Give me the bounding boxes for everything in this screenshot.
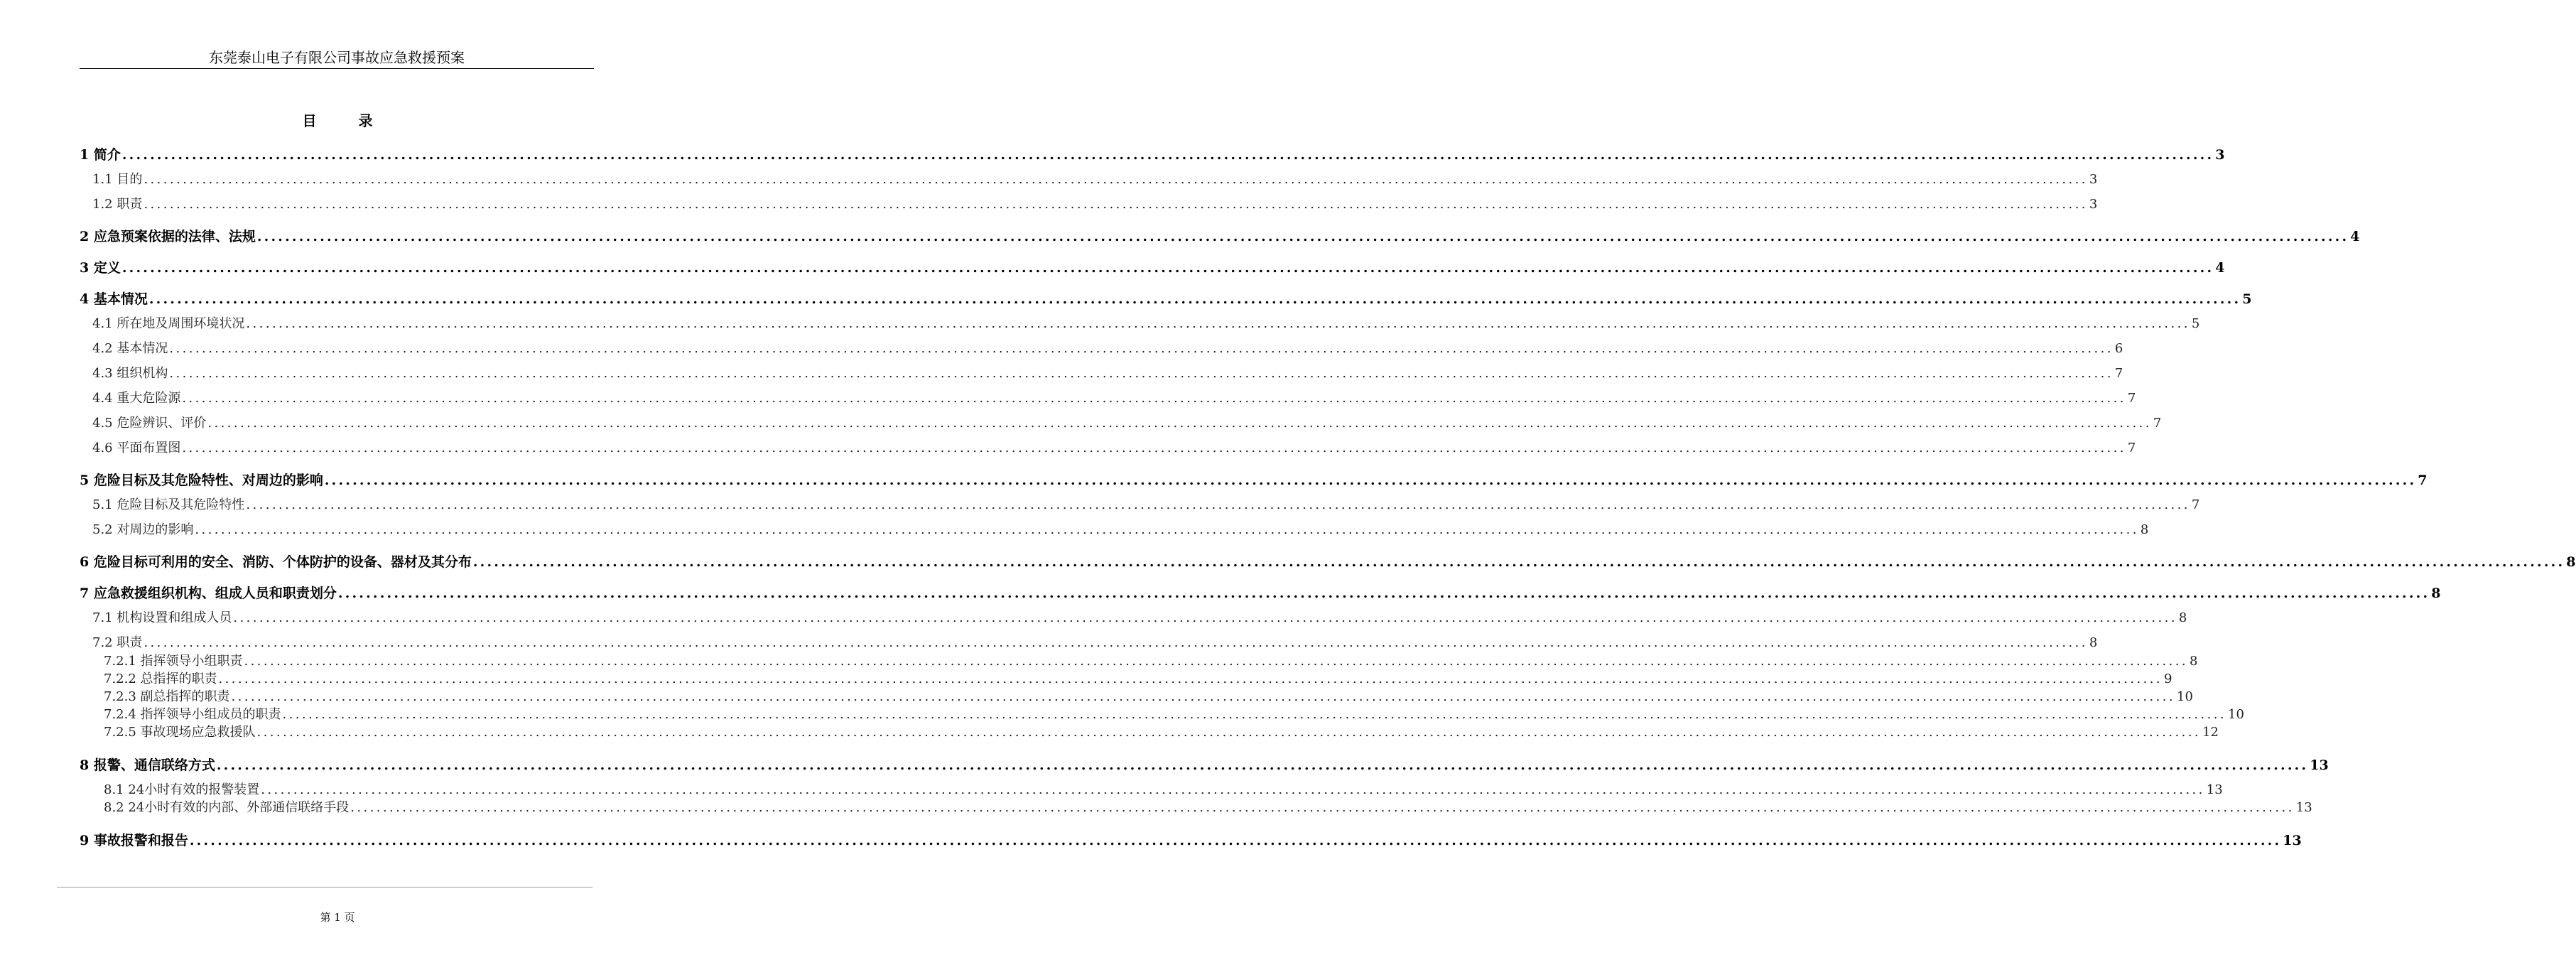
toc-entry-title: 4.2 基本情况 [92,341,168,356]
toc-entry-title: 7 应急救援组织机构、组成人员和职责划分 [80,586,337,601]
toc-entry-title: 7.2.2 总指挥的职责 [104,671,217,686]
toc-entry-title: 9 事故报警和报告 [80,833,188,848]
toc-entry-page: 10 [2177,689,2193,704]
toc-entry-title: 2 应急预案依据的法律、法规 [80,229,256,244]
toc-entry[interactable] [80,195,2098,214]
toc-entry-title: 8.2 24小时有效的内部、外部通信联络手段 [104,800,350,815]
toc-entry-page: 13 [2310,757,2329,773]
toc-entry-title: 5.2 对周边的影响 [92,522,194,537]
toc-entry[interactable] [80,146,2225,164]
toc-leader-dots: ............................................................................................................................................................................................................................................................................................................ [189,833,2282,848]
toc-entry-page: 10 [2228,707,2244,722]
toc-entry-page: 7 [2418,473,2428,488]
toc-entry-title: 4.1 所在地及周围环境状况 [92,316,245,331]
toc-entry-page: 8 [2190,654,2198,669]
toc-entry[interactable] [80,496,2200,514]
toc-leader-dots: ............................................................................................................................................................................................................................................................................................................ [121,147,2214,163]
toc-entry-title: 7.2.5 事故现场应急救援队 [104,725,256,740]
toc-leader-dots: ............................................................................................................................................................................................................................................................................................................ [121,260,2214,276]
toc-leader-dots: ............................................................................................................................................................................................................................................................................................................ [246,316,2190,331]
toc-entry[interactable] [80,471,2428,490]
toc-entry[interactable] [80,634,2098,652]
toc-leader-dots: ............................................................................................................................................................................................................................................................................................................ [246,497,2190,512]
toc-entry-page: 8 [2140,522,2149,537]
toc-entry-title: 1.1 目的 [92,172,143,187]
toc-leader-dots: ............................................................................................................................................................................................................................................................................................................ [195,522,2139,537]
toc-entry[interactable] [80,584,2441,603]
page-header: 东莞泰山电子有限公司事故应急救援预案 [209,49,465,66]
toc-leader-dots: ............................................................................................................................................................................................................................................................................................................ [216,757,2309,773]
toc-entry-page: 5 [2191,316,2200,331]
toc-entry-page: 13 [2283,833,2302,848]
toc-leader-dots: ............................................................................................................................................................................................................................................................................................................ [261,782,2205,797]
toc-entry-title: 7.1 机构设置和组成人员 [92,610,232,625]
toc-entry[interactable] [80,706,2244,724]
toc-leader-dots: ............................................................................................................................................................................................................................................................................................................ [350,800,2295,815]
toc-entry[interactable] [80,652,2198,671]
toc-entry[interactable] [80,171,2098,189]
toc-entry-title: 8.1 24小时有效的报警装置 [104,782,260,797]
toc-leader-dots: ............................................................................................................................................................................................................................................................................................................ [144,197,2088,212]
toc-entry[interactable] [80,365,2123,383]
toc-entry-title: 1.2 职责 [92,197,143,212]
toc-entry-page: 7 [2153,416,2162,431]
toc-leader-dots: ............................................................................................................................................................................................................................................................................................................ [324,473,2417,488]
toc-leader-dots: ............................................................................................................................................................................................................................................................................................................ [169,366,2114,381]
toc-title: 目 录 [302,112,391,129]
toc-entry-title: 7.2.3 副总指挥的职责 [104,689,230,704]
toc-entry[interactable] [80,227,2360,246]
toc-entry[interactable] [80,259,2225,277]
toc-entry[interactable] [80,439,2136,458]
toc-entry-page: 7 [2127,441,2136,455]
toc-entry[interactable] [80,389,2136,408]
toc-entry[interactable] [80,521,2149,539]
toc-entry[interactable] [80,756,2329,775]
toc-entry-page: 12 [2202,725,2219,740]
toc-entry-page: 7 [2127,391,2136,406]
toc-leader-dots: ............................................................................................................................................................................................................................................................................................................ [256,229,2349,244]
toc-entry[interactable] [80,609,2187,627]
toc-entry-title: 5 危险目标及其危险特性、对周边的影响 [80,473,323,488]
toc-entry[interactable] [80,340,2123,358]
toc-entry-title: 4 基本情况 [80,291,148,307]
toc-entry[interactable] [80,553,2576,571]
toc-entry-title: 4.6 平面布置图 [92,441,181,455]
toc-entry-title: 8 报警、通信联络方式 [80,757,215,773]
toc-entry-page: 8 [2178,610,2187,625]
toc-leader-dots: ............................................................................................................................................................................................................................................................................................................ [256,725,2202,740]
toc-entry-title: 7.2.4 指挥领导小组成员的职责 [104,707,281,722]
toc-entry-page: 3 [2089,172,2098,187]
toc-leader-dots: ............................................................................................................................................................................................................................................................................................................ [218,671,2163,686]
toc-entry-page: 3 [2215,147,2225,163]
toc-leader-dots: ............................................................................................................................................................................................................................................................................................................ [244,654,2189,669]
toc-entry-title: 5.1 危险目标及其危险特性 [92,497,245,512]
toc-entry-page: 8 [2431,586,2441,601]
toc-entry-page: 13 [2206,782,2223,797]
toc-entry[interactable] [80,781,2223,799]
toc-entry-title: 4.4 重大危险源 [92,391,181,406]
toc-leader-dots: ............................................................................................................................................................................................................................................................................................................ [233,610,2177,625]
toc-entry-title: 4.5 危险辨识、评价 [92,416,207,431]
toc-leader-dots: ............................................................................................................................................................................................................................................................................................................ [182,441,2126,455]
toc-entry-page: 8 [2089,635,2098,650]
toc-entry[interactable] [80,670,2172,689]
toc-entry-page: 6 [2114,341,2123,356]
toc-entry-page: 7 [2114,366,2123,381]
toc-leader-dots: ............................................................................................................................................................................................................................................................................................................ [231,689,2176,704]
toc-entry-page: 9 [2164,671,2172,686]
toc-entry-page: 4 [2350,229,2360,244]
toc-entry-title: 7.2.1 指挥领导小组职责 [104,654,243,669]
toc-entry-title: 4.3 组织机构 [92,366,168,381]
header-rule [80,68,594,69]
toc-leader-dots: ............................................................................................................................................................................................................................................................................................................ [144,172,2088,187]
toc-leader-dots: ............................................................................................................................................................................................................................................................................................................ [169,341,2114,356]
toc-leader-dots: ............................................................................................................................................................................................................................................................................................................ [207,416,2152,431]
toc-entry[interactable] [80,723,2219,742]
toc-entry[interactable] [80,688,2193,706]
toc-entry-page: 13 [2295,800,2312,815]
page-number: 第 1 页 [320,911,355,924]
toc-entry-page: 3 [2089,197,2098,212]
toc-entry-title: 6 危险目标可利用的安全、消防、个体防护的设备、器材及其分布 [80,554,472,570]
toc-entry[interactable] [80,414,2162,433]
toc-entry-page: 4 [2215,260,2225,276]
toc-entry-title: 7.2 职责 [92,635,143,650]
toc-leader-dots: ............................................................................................................................................................................................................................................................................................................ [337,586,2430,601]
toc-entry[interactable] [80,799,2312,817]
toc-leader-dots: ............................................................................................................................................................................................................................................................................................................ [148,291,2241,307]
toc-entry-page: 7 [2191,497,2200,512]
toc-leader-dots: ............................................................................................................................................................................................................................................................................................................ [144,635,2088,650]
toc-entry-page: 8 [2566,554,2576,570]
toc-entry-page: 5 [2242,291,2252,307]
toc-leader-dots: ............................................................................................................................................................................................................................................................................................................ [472,554,2565,570]
toc-entry-title: 1 简介 [80,147,121,163]
toc-entry[interactable] [80,831,2302,850]
toc-leader-dots: ............................................................................................................................................................................................................................................................................................................ [282,707,2227,722]
toc-leader-dots: ............................................................................................................................................................................................................................................................................................................ [182,391,2126,406]
toc-entry[interactable] [80,315,2200,333]
toc-entry-title: 3 定义 [80,260,121,276]
toc-entry[interactable] [80,290,2252,308]
